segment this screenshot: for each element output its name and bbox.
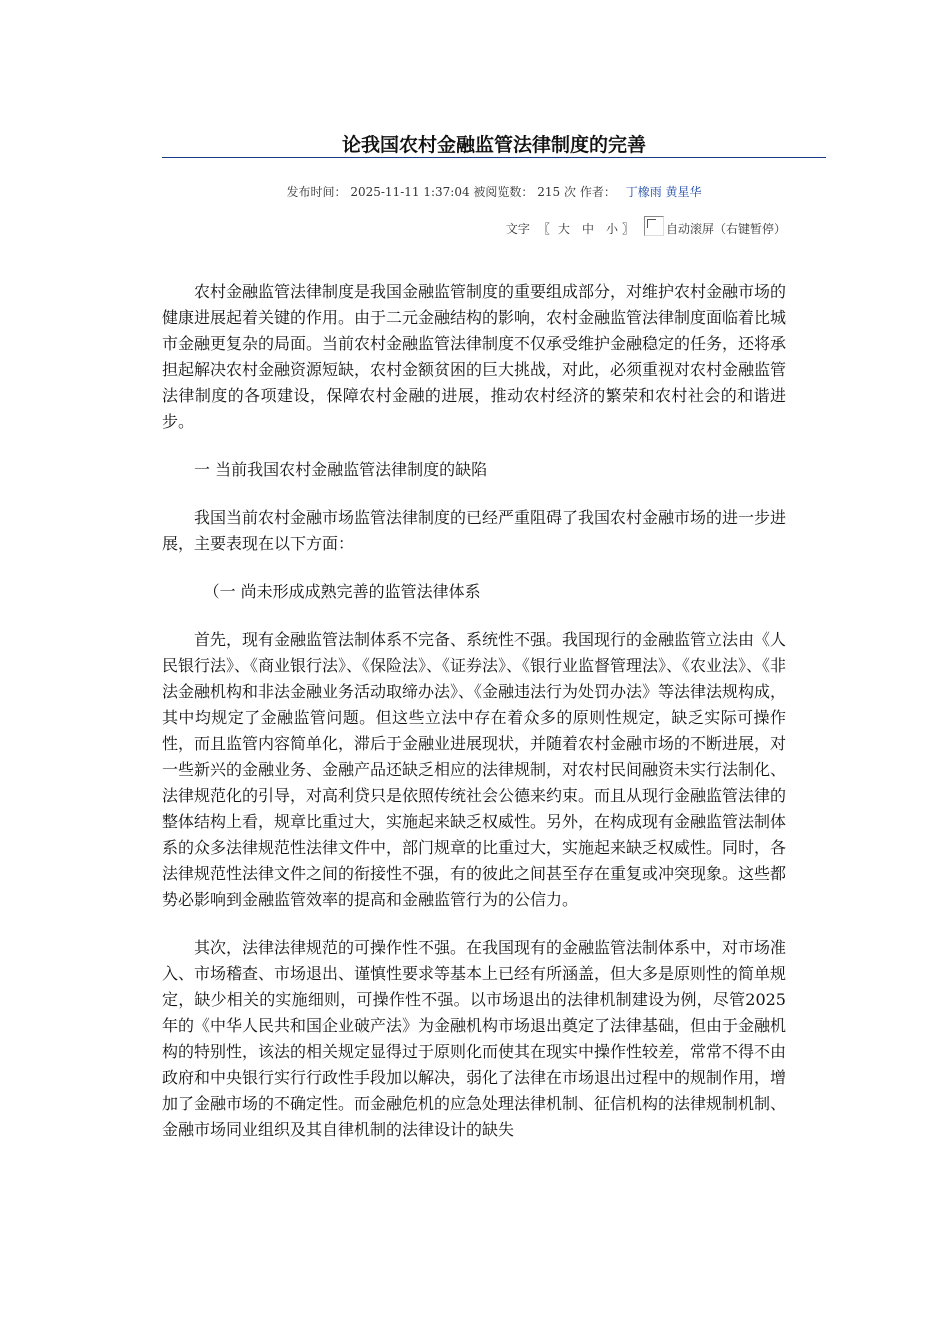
autoscroll-label: 自动滚屏（右键暂停）	[665, 222, 786, 236]
reading-toolbar	[506, 218, 786, 240]
font-size-medium-button[interactable]: 中	[581, 222, 594, 236]
bracket-open: 〖	[537, 222, 550, 236]
autoscroll-checkbox[interactable]	[644, 216, 664, 236]
title-divider	[162, 157, 826, 158]
article-meta	[162, 184, 826, 200]
text-size-label: 文字	[505, 222, 530, 236]
views-unit: 次	[564, 185, 577, 199]
paragraph-intro: 农村金融监管法律制度是我国金融监管制度的重要组成部分，对维护农村金融市场的健康进展起着关键的作用。由于二元金融结构的影响，农村金融监管法律制度面临着比城市金融更复杂的局面。当前农村金融监管法律制度不仅承受维护金融稳定的任务，还将承担起解决农村金融资源短缺，农村金额贫困的巨大挑战，对此，必须重视对农村金融监管法律制度的各项建设，保障农村金融的进展，推动农村经济的繁荣和农村社会的和谐进步。	[162, 282, 787, 431]
article-title: 论我国农村金融监管法律制度的完善	[341, 134, 646, 156]
views-label: 被阅览数：	[473, 185, 534, 199]
views-count: 215	[537, 185, 561, 199]
author-label: 作者：	[579, 185, 616, 199]
publish-time: 2025-11-11 1:37:04	[350, 185, 470, 199]
paragraph-overview: 我国当前农村金融市场监管法律制度的已经严重阻碍了我国农村金融市场的进一步进展，主要表现在以下方面：	[162, 508, 787, 553]
font-size-large-button[interactable]: 大	[557, 222, 570, 236]
article-body	[162, 279, 786, 1165]
bracket-close: 〗	[621, 222, 634, 236]
font-size-small-button[interactable]: 小	[605, 222, 618, 236]
publish-label: 发布时间：	[286, 185, 347, 199]
paragraph-second: 其次，法律法律规范的可操作性不强。在我国现有的金融监管法制体系中，对市场准入、市场稽查、市场退出、谨慎性要求等基本上已经有所涵盖，但大多是原则性的简单规定，缺少相关的实施细则，可操作性不强。以市场退出的法律机制建设为例，尽管2025年的《中华人民共和国企业破产法》为金融机构市场退出奠定了法律基础，但由于金融机构的特别性，该法的相关规定显得过于原则化而使其在现实中操作性较差，常常不得不由政府和中央银行实行行政性手段加以解决，弱化了法律在市场退出过程中的规制作用，增加了金融市场的不确定性。而金融危机的应急处理法律机制、征信机构的法律规制机制、金融市场同业组织及其自律机制的法律设计的缺失	[162, 938, 787, 1139]
subsection-heading-1: （一 尚未形成成熟完善的监管法律体系	[203, 582, 481, 601]
author-links[interactable]: 丁橡雨 黄星华	[625, 185, 702, 199]
paragraph-first: 首先，现有金融监管法制体系不完备、系统性不强。我国现行的金融监管立法由《人民银行法》、《商业银行法》、《保险法》、《证券法》、《银行业监督管理法》、《农业法》、《非法金融机构和非法金融业务活动取缔办法》、《金融违法行为处罚办法》等法律法规构成，其中均规定了金融监管问题。但这些立法中存在着众多的原则性规定，缺乏实际可操作性，而且监管内容简单化，滞后于金融业进展现状，并随着农村金融市场的不断进展，对一些新兴的金融业务、金融产品还缺乏相应的法律规制，对农村民间融资未实行法制化、法律规范化的引导，对高利贷只是依照传统社会公德来约束。而且从现行金融监管法律的整体结构上看，规章比重过大，实施起来缺乏权威性。另外，在构成现有金融监管法制体系的众多法律规范性法律文件中，部门规章的比重过大，实施起来缺乏权威性。同时，各法律规范性法律文件之间的衔接性不强，有的彼此之间甚至存在重复或冲突现象。这些都势必影响到金融监管效率的提高和金融监管行为的公信力。	[162, 630, 787, 909]
section-heading-1: 一 当前我国农村金融监管法律制度的缺陷	[194, 460, 488, 479]
